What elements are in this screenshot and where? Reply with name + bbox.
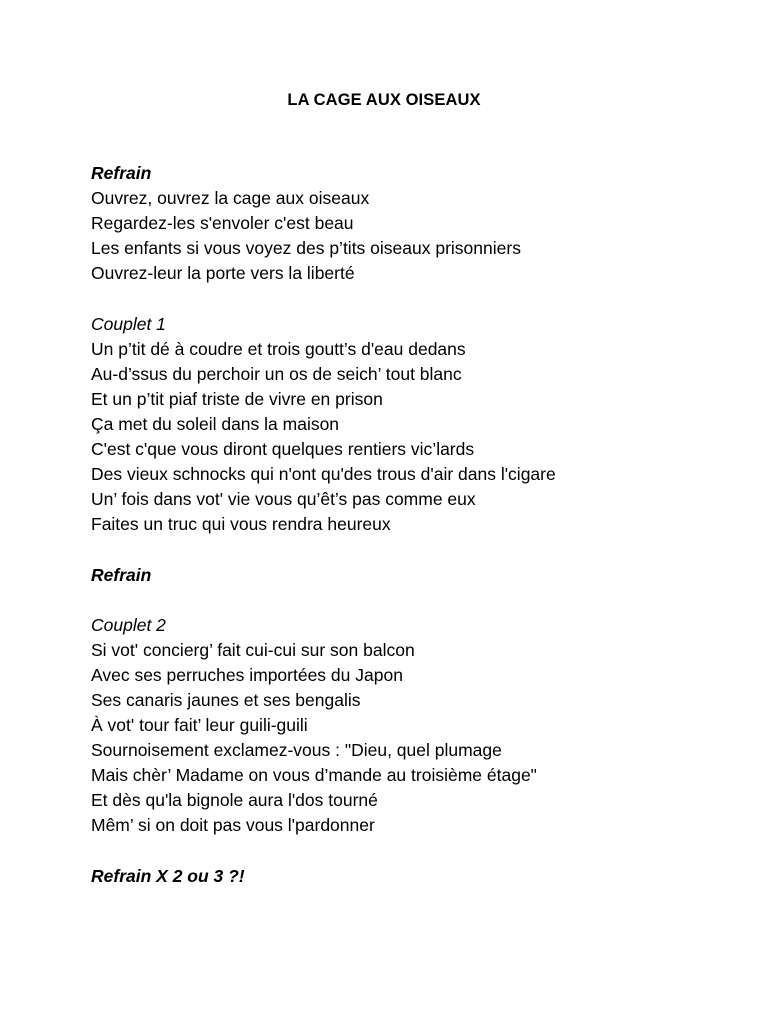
refrain-line: Regardez-les s'envoler c'est beau bbox=[91, 213, 354, 234]
couplet2-line: Et dès qu'la bignole aura l'dos tourné bbox=[91, 790, 378, 811]
couplet2-line: Avec ses perruches importées du Japon bbox=[91, 664, 403, 685]
stanza-spacer bbox=[91, 839, 751, 864]
couplet2-line: Mais chèr’ Madame on vous d’mande au troisième étage" bbox=[91, 765, 537, 786]
couplet1-line: Faites un truc qui vous rendra heureux bbox=[91, 514, 391, 535]
refrain-heading: Refrain bbox=[91, 163, 152, 183]
stanza-spacer bbox=[91, 286, 751, 311]
couplet2-line: À vot' tour fait’ leur guili-guili bbox=[91, 715, 308, 736]
stanza-spacer bbox=[91, 537, 751, 562]
couplet2-line: Ses canaris jaunes et ses bengalis bbox=[91, 689, 361, 710]
couplet1-line: Et un p’tit piaf triste de vivre en prison bbox=[91, 388, 383, 409]
refrain-repeat-heading: Refrain bbox=[91, 564, 152, 585]
refrain-line: Les enfants si vous voyez des p’tits oiseaux prisonniers bbox=[91, 238, 521, 259]
song-body bbox=[91, 161, 751, 889]
refrain-line: Ouvrez-leur la porte vers la liberté bbox=[91, 263, 355, 284]
couplet1-line: Un p’tit dé à coudre et trois goutt’s d'eau dedans bbox=[91, 338, 466, 359]
couplet2-heading: Couplet 2 bbox=[91, 614, 166, 635]
couplet1-line: Des vieux schnocks qui n'ont qu'des trous d'air dans l'cigare bbox=[91, 464, 556, 485]
couplet1-heading: Couplet 1 bbox=[91, 313, 166, 334]
refrain-line: Ouvrez, ouvrez la cage aux oiseaux bbox=[91, 188, 370, 209]
couplet1-line: Un’ fois dans vot' vie vous qu’êt’s pas comme eux bbox=[91, 489, 476, 510]
couplet1-line: Ça met du soleil dans la maison bbox=[91, 413, 340, 434]
song-title: LA CAGE AUX OISEAUX bbox=[287, 91, 481, 109]
stanza-spacer bbox=[91, 588, 751, 613]
couplet2-line: Si vot' concierg’ fait cui-cui sur son balcon bbox=[91, 639, 415, 660]
couplet2-line: Mêm’ si on doit pas vous l'pardonner bbox=[91, 815, 375, 836]
couplet1-line: Au-d’ssus du perchoir un os de seich’ tout blanc bbox=[91, 363, 462, 384]
couplet2-line: Sournoisement exclamez-vous : "Dieu, quel plumage bbox=[91, 740, 502, 761]
refrain-final-heading: Refrain X 2 ou 3 ?! bbox=[91, 865, 245, 886]
couplet1-line: C'est c'que vous diront quelques rentiers vic’lards bbox=[91, 439, 475, 460]
